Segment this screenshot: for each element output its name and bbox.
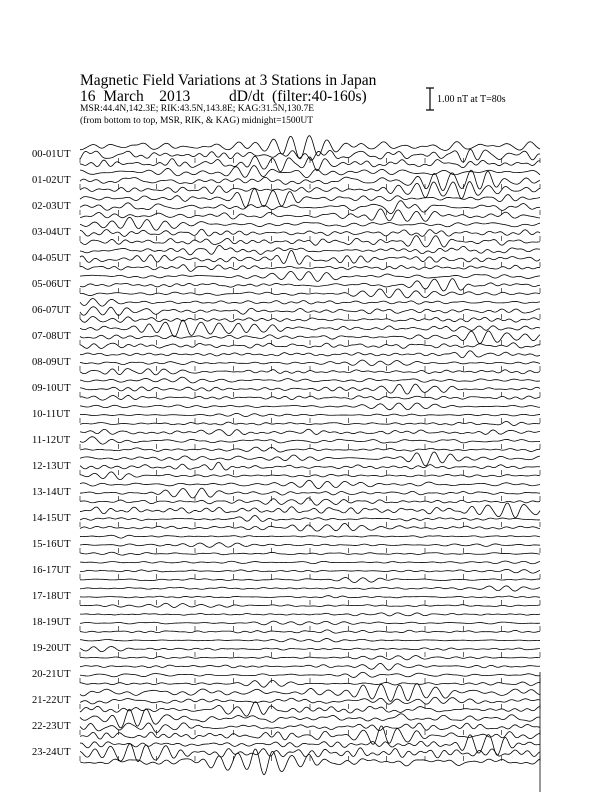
hour-label: 11-12UT: [32, 435, 71, 446]
trace-kag: [80, 429, 540, 435]
trace-rik: [80, 543, 540, 548]
hour-label: 02-03UT: [32, 201, 71, 212]
hour-label: 12-13UT: [32, 461, 71, 472]
hour-label: 20-21UT: [32, 669, 71, 680]
trace-rik: [80, 437, 540, 444]
hour-label: 08-09UT: [32, 357, 71, 368]
trace-rik: [80, 413, 540, 416]
trace-kag: [80, 480, 540, 488]
hour-label: 18-19UT: [32, 617, 71, 628]
trace-rik: [80, 569, 540, 573]
trace-kag: [80, 503, 540, 518]
hour-label: 10-11UT: [32, 409, 71, 420]
hour-label: 19-20UT: [32, 643, 71, 654]
trace-kag: [80, 613, 540, 616]
stations-info: MSR:44.4N,142.3E; RIK:43.5N,143.8E; KAG:31.5N,130.7E: [80, 104, 315, 114]
trace-rik: [80, 621, 540, 625]
trace-rik: [80, 697, 540, 704]
trace-kag: [80, 136, 540, 159]
date-label: 16 March 2013: [80, 88, 191, 105]
hour-label: 00-01UT: [32, 149, 71, 160]
hour-label: 04-05UT: [32, 253, 71, 264]
scale-bar-label: 1.00 nT at T=80s: [437, 94, 506, 105]
hour-label: 01-02UT: [32, 175, 71, 186]
hour-label: 15-16UT: [32, 539, 71, 550]
hour-label: 17-18UT: [32, 591, 71, 602]
trace-kag: [80, 663, 540, 670]
trace-kag: [80, 709, 540, 728]
trace-rik: [80, 462, 540, 470]
trace-msr: [80, 749, 540, 775]
trace-kag: [80, 683, 540, 701]
trace-rik: [80, 672, 540, 677]
trace-kag: [80, 351, 540, 358]
trace-rik: [80, 647, 540, 652]
trace-kag: [80, 403, 540, 410]
trace-kag: [80, 217, 540, 230]
trace-kag: [80, 535, 540, 538]
trace-kag: [80, 586, 540, 591]
chart-title: Magnetic Field Variations at 3 Stations in Japan: [80, 72, 377, 89]
order-note: (from bottom to top, MSR, RIK, & KAG) midnight=1500UT: [80, 116, 314, 126]
trace-msr: [80, 702, 540, 716]
quantity-label: dD/dt (filter:40-160s): [228, 88, 367, 105]
trace-kag: [80, 377, 540, 383]
trace-rik: [80, 596, 540, 598]
hour-label: 14-15UT: [32, 513, 71, 524]
trace-kag: [80, 452, 540, 466]
trace-kag: [80, 320, 540, 337]
trace-kag: [80, 639, 540, 642]
trace-kag: [80, 561, 540, 564]
hour-label: 09-10UT: [32, 383, 71, 394]
hour-label: 21-22UT: [32, 695, 71, 706]
hour-label: 23-24UT: [32, 747, 71, 758]
hour-label: 03-04UT: [32, 227, 71, 238]
hour-label: 13-14UT: [32, 487, 71, 498]
trace-kag: [80, 299, 540, 307]
trace-rik: [80, 515, 540, 521]
trace-rik: [80, 229, 540, 236]
hour-label: 07-08UT: [32, 331, 71, 342]
trace-rik: [80, 360, 540, 366]
trace-msr: [80, 498, 540, 505]
hour-label: 05-06UT: [32, 279, 71, 290]
hour-label: 06-07UT: [32, 305, 71, 316]
trace-kag: [80, 166, 540, 178]
trace-kag: [80, 245, 540, 254]
hour-label: 22-23UT: [32, 721, 71, 732]
hour-label: 16-17UT: [32, 565, 71, 576]
trace-kag: [80, 271, 540, 281]
trace-msr: [80, 395, 540, 400]
